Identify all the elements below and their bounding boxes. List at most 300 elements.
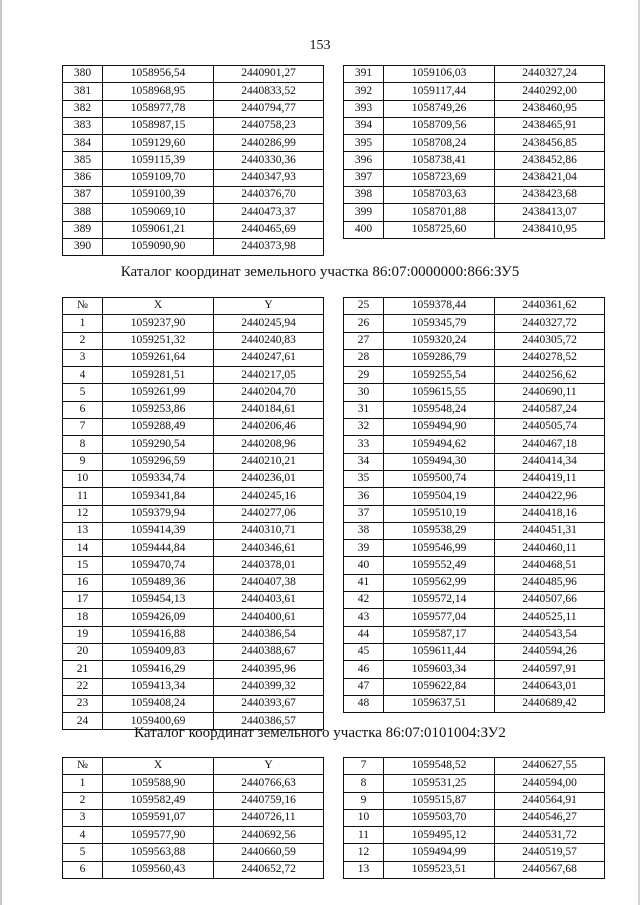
table-row — [344, 169, 605, 186]
coords-table-zu5-right — [343, 297, 605, 713]
point-number-cell: 30 — [344, 384, 384, 401]
point-number-cell: 399 — [344, 204, 384, 221]
y-coordinate-cell: 2440766,63 — [214, 775, 324, 792]
coords-table-continuation-right — [343, 65, 605, 239]
point-number-cell: 4 — [63, 367, 103, 384]
x-coordinate-cell: 1059416,88 — [103, 626, 214, 643]
header-x-cell: X — [103, 298, 214, 315]
point-number-cell: 12 — [344, 844, 384, 861]
point-number-cell: 47 — [344, 678, 384, 695]
coords-table-continuation-left — [62, 65, 324, 256]
point-number-cell: 388 — [63, 204, 103, 221]
x-coordinate-cell: 1059523,51 — [384, 861, 495, 878]
x-coordinate-cell: 1059255,54 — [384, 367, 495, 384]
x-coordinate-cell: 1059261,99 — [103, 384, 214, 401]
table-row — [63, 861, 324, 878]
point-number-cell: 46 — [344, 661, 384, 678]
y-coordinate-cell: 2438410,95 — [495, 221, 605, 238]
table-row — [344, 419, 605, 436]
catalog-heading-zu2: Каталог координат земельного участка 86:07:0101004:ЗУ2 — [134, 725, 506, 741]
x-coordinate-cell: 1058709,56 — [384, 117, 495, 134]
x-coordinate-cell: 1058968,95 — [103, 83, 214, 100]
y-coordinate-cell: 2440217,05 — [214, 367, 324, 384]
table-row — [63, 204, 324, 221]
x-coordinate-cell: 1058708,24 — [384, 135, 495, 152]
y-coordinate-cell: 2440465,69 — [214, 221, 324, 238]
y-coordinate-cell: 2440794,77 — [214, 100, 324, 117]
x-coordinate-cell: 1059106,03 — [384, 66, 495, 83]
x-coordinate-cell: 1059494,90 — [384, 419, 495, 436]
point-number-cell: 16 — [63, 574, 103, 591]
table-row — [344, 488, 605, 505]
point-number-cell: 28 — [344, 349, 384, 366]
catalog-heading-zu5: Каталог координат земельного участка 86:07:0000000:866:ЗУ5 — [120, 264, 520, 280]
table-row — [63, 419, 324, 436]
x-coordinate-cell: 1059572,14 — [384, 592, 495, 609]
y-coordinate-cell: 2440245,94 — [214, 315, 324, 332]
x-coordinate-cell: 1059500,74 — [384, 470, 495, 487]
point-number-cell: 48 — [344, 695, 384, 712]
x-coordinate-cell: 1059622,84 — [384, 678, 495, 695]
point-number-cell: 11 — [344, 827, 384, 844]
x-coordinate-cell: 1058703,63 — [384, 187, 495, 204]
coords-table-zu5-left — [62, 297, 324, 730]
point-number-cell: 2 — [63, 332, 103, 349]
y-coordinate-cell: 2440467,18 — [495, 436, 605, 453]
table-row — [63, 792, 324, 809]
x-coordinate-cell: 1059582,49 — [103, 792, 214, 809]
x-coordinate-cell: 1058956,54 — [103, 66, 214, 83]
table-row — [63, 169, 324, 186]
y-coordinate-cell: 2440726,11 — [214, 809, 324, 826]
table-row — [63, 540, 324, 557]
table-row — [344, 505, 605, 522]
point-number-cell: 12 — [63, 505, 103, 522]
y-coordinate-cell: 2440418,16 — [495, 505, 605, 522]
table-row — [63, 574, 324, 591]
x-coordinate-cell: 1059286,79 — [384, 349, 495, 366]
table-row — [63, 505, 324, 522]
y-coordinate-cell: 2438423,68 — [495, 187, 605, 204]
table-row — [63, 678, 324, 695]
x-coordinate-cell: 1059115,39 — [103, 152, 214, 169]
point-number-cell: 35 — [344, 470, 384, 487]
point-number-cell: 3 — [63, 809, 103, 826]
point-number-cell: 39 — [344, 540, 384, 557]
table-row — [63, 315, 324, 332]
point-number-cell: 34 — [344, 453, 384, 470]
point-number-cell: 41 — [344, 574, 384, 591]
table-row — [344, 844, 605, 861]
y-coordinate-cell: 2440245,16 — [214, 488, 324, 505]
table-row — [63, 557, 324, 574]
y-coordinate-cell: 2440901,27 — [214, 66, 324, 83]
y-coordinate-cell: 2440546,27 — [495, 809, 605, 826]
y-coordinate-cell: 2440519,57 — [495, 844, 605, 861]
point-number-cell: 44 — [344, 626, 384, 643]
point-number-cell: 397 — [344, 169, 384, 186]
table-row — [344, 221, 605, 238]
y-coordinate-cell: 2440468,51 — [495, 557, 605, 574]
y-coordinate-cell: 2438452,86 — [495, 152, 605, 169]
x-coordinate-cell: 1059296,59 — [103, 453, 214, 470]
y-coordinate-cell: 2440240,83 — [214, 332, 324, 349]
point-number-cell: 1 — [63, 315, 103, 332]
y-coordinate-cell: 2440378,01 — [214, 557, 324, 574]
table-row — [63, 626, 324, 643]
y-coordinate-cell: 2440184,61 — [214, 401, 324, 418]
y-coordinate-cell: 2440833,52 — [214, 83, 324, 100]
table-row — [344, 401, 605, 418]
point-number-cell: 6 — [63, 401, 103, 418]
point-number-cell: 380 — [63, 66, 103, 83]
y-coordinate-cell: 2440692,56 — [214, 827, 324, 844]
coords-table-zu2-right — [343, 757, 605, 879]
table-row — [344, 792, 605, 809]
table-row — [344, 315, 605, 332]
table-row — [344, 436, 605, 453]
point-number-cell: 392 — [344, 83, 384, 100]
y-coordinate-cell: 2440347,93 — [214, 169, 324, 186]
point-number-cell: 4 — [63, 827, 103, 844]
x-coordinate-cell: 1059109,70 — [103, 169, 214, 186]
point-number-cell: 45 — [344, 643, 384, 660]
table-row — [344, 470, 605, 487]
point-number-cell: 7 — [344, 758, 384, 775]
x-coordinate-cell: 1059611,44 — [384, 643, 495, 660]
y-coordinate-cell: 2440236,01 — [214, 470, 324, 487]
x-coordinate-cell: 1059413,34 — [103, 678, 214, 695]
table-row — [344, 66, 605, 83]
point-number-cell: 384 — [63, 135, 103, 152]
table-row — [344, 643, 605, 660]
point-number-cell: 42 — [344, 592, 384, 609]
point-number-cell: 1 — [63, 775, 103, 792]
y-coordinate-cell: 2440419,11 — [495, 470, 605, 487]
coords-table-zu2-left — [62, 757, 324, 879]
point-number-cell: 27 — [344, 332, 384, 349]
table-row — [344, 626, 605, 643]
y-coordinate-cell: 2440388,67 — [214, 643, 324, 660]
point-number-cell: 10 — [63, 470, 103, 487]
y-coordinate-cell: 2440594,00 — [495, 775, 605, 792]
x-coordinate-cell: 1059552,49 — [384, 557, 495, 574]
point-number-cell: 13 — [344, 861, 384, 878]
table-row — [63, 488, 324, 505]
x-coordinate-cell: 1059409,83 — [103, 643, 214, 660]
table-row — [63, 844, 324, 861]
table-row — [344, 540, 605, 557]
x-coordinate-cell: 1059588,90 — [103, 775, 214, 792]
x-coordinate-cell: 1059129,60 — [103, 135, 214, 152]
point-number-cell: 11 — [63, 488, 103, 505]
table-row — [344, 678, 605, 695]
y-coordinate-cell: 2440330,36 — [214, 152, 324, 169]
x-coordinate-cell: 1059531,25 — [384, 775, 495, 792]
x-coordinate-cell: 1059548,24 — [384, 401, 495, 418]
table-row — [344, 574, 605, 591]
point-number-cell: 24 — [63, 713, 103, 730]
table-row — [344, 827, 605, 844]
x-coordinate-cell: 1059416,29 — [103, 661, 214, 678]
x-coordinate-cell: 1059261,64 — [103, 349, 214, 366]
table-row — [344, 453, 605, 470]
y-coordinate-cell: 2438421,04 — [495, 169, 605, 186]
y-coordinate-cell: 2440473,37 — [214, 204, 324, 221]
x-coordinate-cell: 1058738,41 — [384, 152, 495, 169]
table-row — [344, 332, 605, 349]
y-coordinate-cell: 2440643,01 — [495, 678, 605, 695]
y-coordinate-cell: 2440690,11 — [495, 384, 605, 401]
y-coordinate-cell: 2440451,31 — [495, 522, 605, 539]
table-row — [63, 827, 324, 844]
y-coordinate-cell: 2440210,21 — [214, 453, 324, 470]
table-row — [63, 349, 324, 366]
table-row — [344, 349, 605, 366]
header-x-cell: X — [103, 758, 214, 775]
y-coordinate-cell: 2440403,61 — [214, 592, 324, 609]
point-number-cell: 5 — [63, 844, 103, 861]
table-row — [344, 661, 605, 678]
table-row — [63, 522, 324, 539]
x-coordinate-cell: 1059546,99 — [384, 540, 495, 557]
table-row — [344, 187, 605, 204]
x-coordinate-cell: 1059334,74 — [103, 470, 214, 487]
x-coordinate-cell: 1059603,34 — [384, 661, 495, 678]
point-number-cell: 29 — [344, 367, 384, 384]
table-row — [63, 775, 324, 792]
point-number-cell: 17 — [63, 592, 103, 609]
x-coordinate-cell: 1059251,32 — [103, 332, 214, 349]
table-row — [63, 384, 324, 401]
y-coordinate-cell: 2440247,61 — [214, 349, 324, 366]
y-coordinate-cell: 2440327,72 — [495, 315, 605, 332]
point-number-cell: 393 — [344, 100, 384, 117]
y-coordinate-cell: 2440597,91 — [495, 661, 605, 678]
y-coordinate-cell: 2440525,11 — [495, 609, 605, 626]
point-number-cell: 25 — [344, 298, 384, 315]
point-number-cell: 9 — [344, 792, 384, 809]
x-coordinate-cell: 1059577,04 — [384, 609, 495, 626]
x-coordinate-cell: 1059454,13 — [103, 592, 214, 609]
point-number-cell: 8 — [344, 775, 384, 792]
y-coordinate-cell: 2438413,07 — [495, 204, 605, 221]
x-coordinate-cell: 1059494,30 — [384, 453, 495, 470]
x-coordinate-cell: 1059637,51 — [384, 695, 495, 712]
header-number-cell: № — [63, 298, 103, 315]
header-number-cell: № — [63, 758, 103, 775]
x-coordinate-cell: 1059444,84 — [103, 540, 214, 557]
table-row — [344, 367, 605, 384]
x-coordinate-cell: 1059470,74 — [103, 557, 214, 574]
table-row — [63, 609, 324, 626]
y-coordinate-cell: 2440627,55 — [495, 758, 605, 775]
point-number-cell: 396 — [344, 152, 384, 169]
point-number-cell: 23 — [63, 695, 103, 712]
x-coordinate-cell: 1059563,88 — [103, 844, 214, 861]
point-number-cell: 9 — [63, 453, 103, 470]
table-row — [344, 522, 605, 539]
table-row — [344, 809, 605, 826]
y-coordinate-cell: 2440414,34 — [495, 453, 605, 470]
x-coordinate-cell: 1059379,94 — [103, 505, 214, 522]
point-number-cell: 10 — [344, 809, 384, 826]
table-header-row — [63, 298, 324, 315]
y-coordinate-cell: 2440652,72 — [214, 861, 324, 878]
y-coordinate-cell: 2440505,74 — [495, 419, 605, 436]
table-row — [344, 204, 605, 221]
x-coordinate-cell: 1059515,87 — [384, 792, 495, 809]
x-coordinate-cell: 1058723,69 — [384, 169, 495, 186]
point-number-cell: 395 — [344, 135, 384, 152]
y-coordinate-cell: 2440660,59 — [214, 844, 324, 861]
table-row — [63, 117, 324, 134]
table-row — [63, 66, 324, 83]
y-coordinate-cell: 2440327,24 — [495, 66, 605, 83]
table-row — [344, 152, 605, 169]
table-row — [63, 401, 324, 418]
y-coordinate-cell: 2440689,42 — [495, 695, 605, 712]
y-coordinate-cell: 2440460,11 — [495, 540, 605, 557]
x-coordinate-cell: 1058725,60 — [384, 221, 495, 238]
table-row — [63, 470, 324, 487]
table-row — [63, 100, 324, 117]
table-row — [344, 695, 605, 712]
table-row — [63, 592, 324, 609]
point-number-cell: 26 — [344, 315, 384, 332]
point-number-cell: 5 — [63, 384, 103, 401]
point-number-cell: 382 — [63, 100, 103, 117]
point-number-cell: 19 — [63, 626, 103, 643]
point-number-cell: 3 — [63, 349, 103, 366]
point-number-cell: 13 — [63, 522, 103, 539]
x-coordinate-cell: 1059560,43 — [103, 861, 214, 878]
table-row — [344, 117, 605, 134]
table-row — [63, 187, 324, 204]
x-coordinate-cell: 1059510,19 — [384, 505, 495, 522]
x-coordinate-cell: 1059400,69 — [103, 713, 214, 730]
y-coordinate-cell: 2438456,85 — [495, 135, 605, 152]
x-coordinate-cell: 1059494,62 — [384, 436, 495, 453]
header-y-cell: Y — [214, 298, 324, 315]
point-number-cell: 381 — [63, 83, 103, 100]
table-row — [63, 809, 324, 826]
x-coordinate-cell: 1059253,86 — [103, 401, 214, 418]
table-row — [344, 592, 605, 609]
x-coordinate-cell: 1059504,19 — [384, 488, 495, 505]
x-coordinate-cell: 1059577,90 — [103, 827, 214, 844]
table-row — [63, 367, 324, 384]
y-coordinate-cell: 2440531,72 — [495, 827, 605, 844]
table-row — [63, 661, 324, 678]
y-coordinate-cell: 2440386,57 — [214, 713, 324, 730]
y-coordinate-cell: 2440256,62 — [495, 367, 605, 384]
y-coordinate-cell: 2440594,26 — [495, 643, 605, 660]
y-coordinate-cell: 2440305,72 — [495, 332, 605, 349]
table-row — [344, 83, 605, 100]
x-coordinate-cell: 1059281,51 — [103, 367, 214, 384]
x-coordinate-cell: 1059562,99 — [384, 574, 495, 591]
point-number-cell: 394 — [344, 117, 384, 134]
x-coordinate-cell: 1058987,15 — [103, 117, 214, 134]
point-number-cell: 390 — [63, 238, 103, 255]
y-coordinate-cell: 2440208,96 — [214, 436, 324, 453]
x-coordinate-cell: 1059290,54 — [103, 436, 214, 453]
point-number-cell: 18 — [63, 609, 103, 626]
y-coordinate-cell: 2440204,70 — [214, 384, 324, 401]
point-number-cell: 389 — [63, 221, 103, 238]
y-coordinate-cell: 2440361,62 — [495, 298, 605, 315]
y-coordinate-cell: 2440286,99 — [214, 135, 324, 152]
y-coordinate-cell: 2440758,23 — [214, 117, 324, 134]
x-coordinate-cell: 1059117,44 — [384, 83, 495, 100]
x-coordinate-cell: 1059408,24 — [103, 695, 214, 712]
point-number-cell: 383 — [63, 117, 103, 134]
point-number-cell: 33 — [344, 436, 384, 453]
x-coordinate-cell: 1059237,90 — [103, 315, 214, 332]
point-number-cell: 22 — [63, 678, 103, 695]
x-coordinate-cell: 1059538,29 — [384, 522, 495, 539]
y-coordinate-cell: 2440376,70 — [214, 187, 324, 204]
point-number-cell: 2 — [63, 792, 103, 809]
x-coordinate-cell: 1058977,78 — [103, 100, 214, 117]
table-row — [63, 695, 324, 712]
x-coordinate-cell: 1059100,39 — [103, 187, 214, 204]
x-coordinate-cell: 1059495,12 — [384, 827, 495, 844]
x-coordinate-cell: 1059061,21 — [103, 221, 214, 238]
table-row — [344, 384, 605, 401]
point-number-cell: 36 — [344, 488, 384, 505]
x-coordinate-cell: 1059414,39 — [103, 522, 214, 539]
header-y-cell: Y — [214, 758, 324, 775]
table-row — [344, 298, 605, 315]
table-row — [344, 758, 605, 775]
point-number-cell: 7 — [63, 419, 103, 436]
point-number-cell: 32 — [344, 419, 384, 436]
table-row — [344, 557, 605, 574]
table-row — [63, 152, 324, 169]
y-coordinate-cell: 2440507,66 — [495, 592, 605, 609]
x-coordinate-cell: 1059615,55 — [384, 384, 495, 401]
point-number-cell: 38 — [344, 522, 384, 539]
table-row — [344, 775, 605, 792]
y-coordinate-cell: 2440759,16 — [214, 792, 324, 809]
x-coordinate-cell: 1059341,84 — [103, 488, 214, 505]
x-coordinate-cell: 1059503,70 — [384, 809, 495, 826]
page-number: 153 — [309, 38, 331, 53]
point-number-cell: 37 — [344, 505, 384, 522]
table-row — [63, 221, 324, 238]
y-coordinate-cell: 2440395,96 — [214, 661, 324, 678]
x-coordinate-cell: 1058749,26 — [384, 100, 495, 117]
table-row — [344, 100, 605, 117]
point-number-cell: 20 — [63, 643, 103, 660]
y-coordinate-cell: 2440567,68 — [495, 861, 605, 878]
table-row — [63, 332, 324, 349]
point-number-cell: 6 — [63, 861, 103, 878]
point-number-cell: 21 — [63, 661, 103, 678]
point-number-cell: 398 — [344, 187, 384, 204]
y-coordinate-cell: 2440543,54 — [495, 626, 605, 643]
y-coordinate-cell: 2440277,06 — [214, 505, 324, 522]
y-coordinate-cell: 2440373,98 — [214, 238, 324, 255]
y-coordinate-cell: 2440400,61 — [214, 609, 324, 626]
table-row — [63, 643, 324, 660]
table-row — [63, 83, 324, 100]
point-number-cell: 15 — [63, 557, 103, 574]
y-coordinate-cell: 2440386,54 — [214, 626, 324, 643]
table-row — [63, 238, 324, 255]
